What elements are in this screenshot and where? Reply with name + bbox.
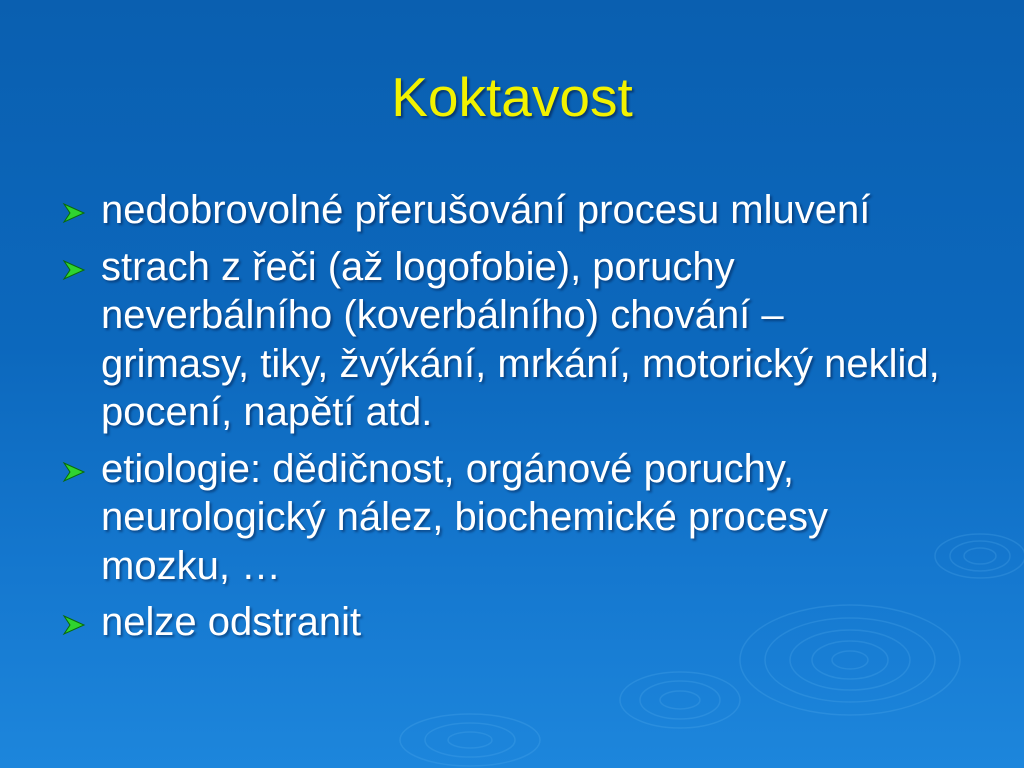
arrow-bullet-icon xyxy=(62,259,86,281)
bullet-list xyxy=(62,186,942,655)
arrow-bullet-icon xyxy=(62,614,86,636)
arrow-bullet-icon xyxy=(62,202,86,224)
slide-title: Koktavost xyxy=(391,66,633,128)
bullet-item xyxy=(62,243,942,437)
bullet-text: nedobrovolné přerušování procesu mluvení xyxy=(101,188,871,232)
arrow-bullet-icon xyxy=(62,461,86,483)
bullet-text: etiologie: dědičnost, orgánové poruchy, neurologický nález, biochemické procesy mozku, … xyxy=(101,446,829,588)
bullet-item xyxy=(62,598,942,647)
bullet-item xyxy=(62,445,942,591)
bullet-text: strach z řeči (až logofobie), poruchy neverbálního (koverbálního) chování – grimasy, tiky, žvýkání, mrkání, motorický neklid, pocení, napětí atd. xyxy=(101,244,940,434)
bullet-text: nelze odstranit xyxy=(101,600,362,644)
bullet-item xyxy=(62,186,942,235)
